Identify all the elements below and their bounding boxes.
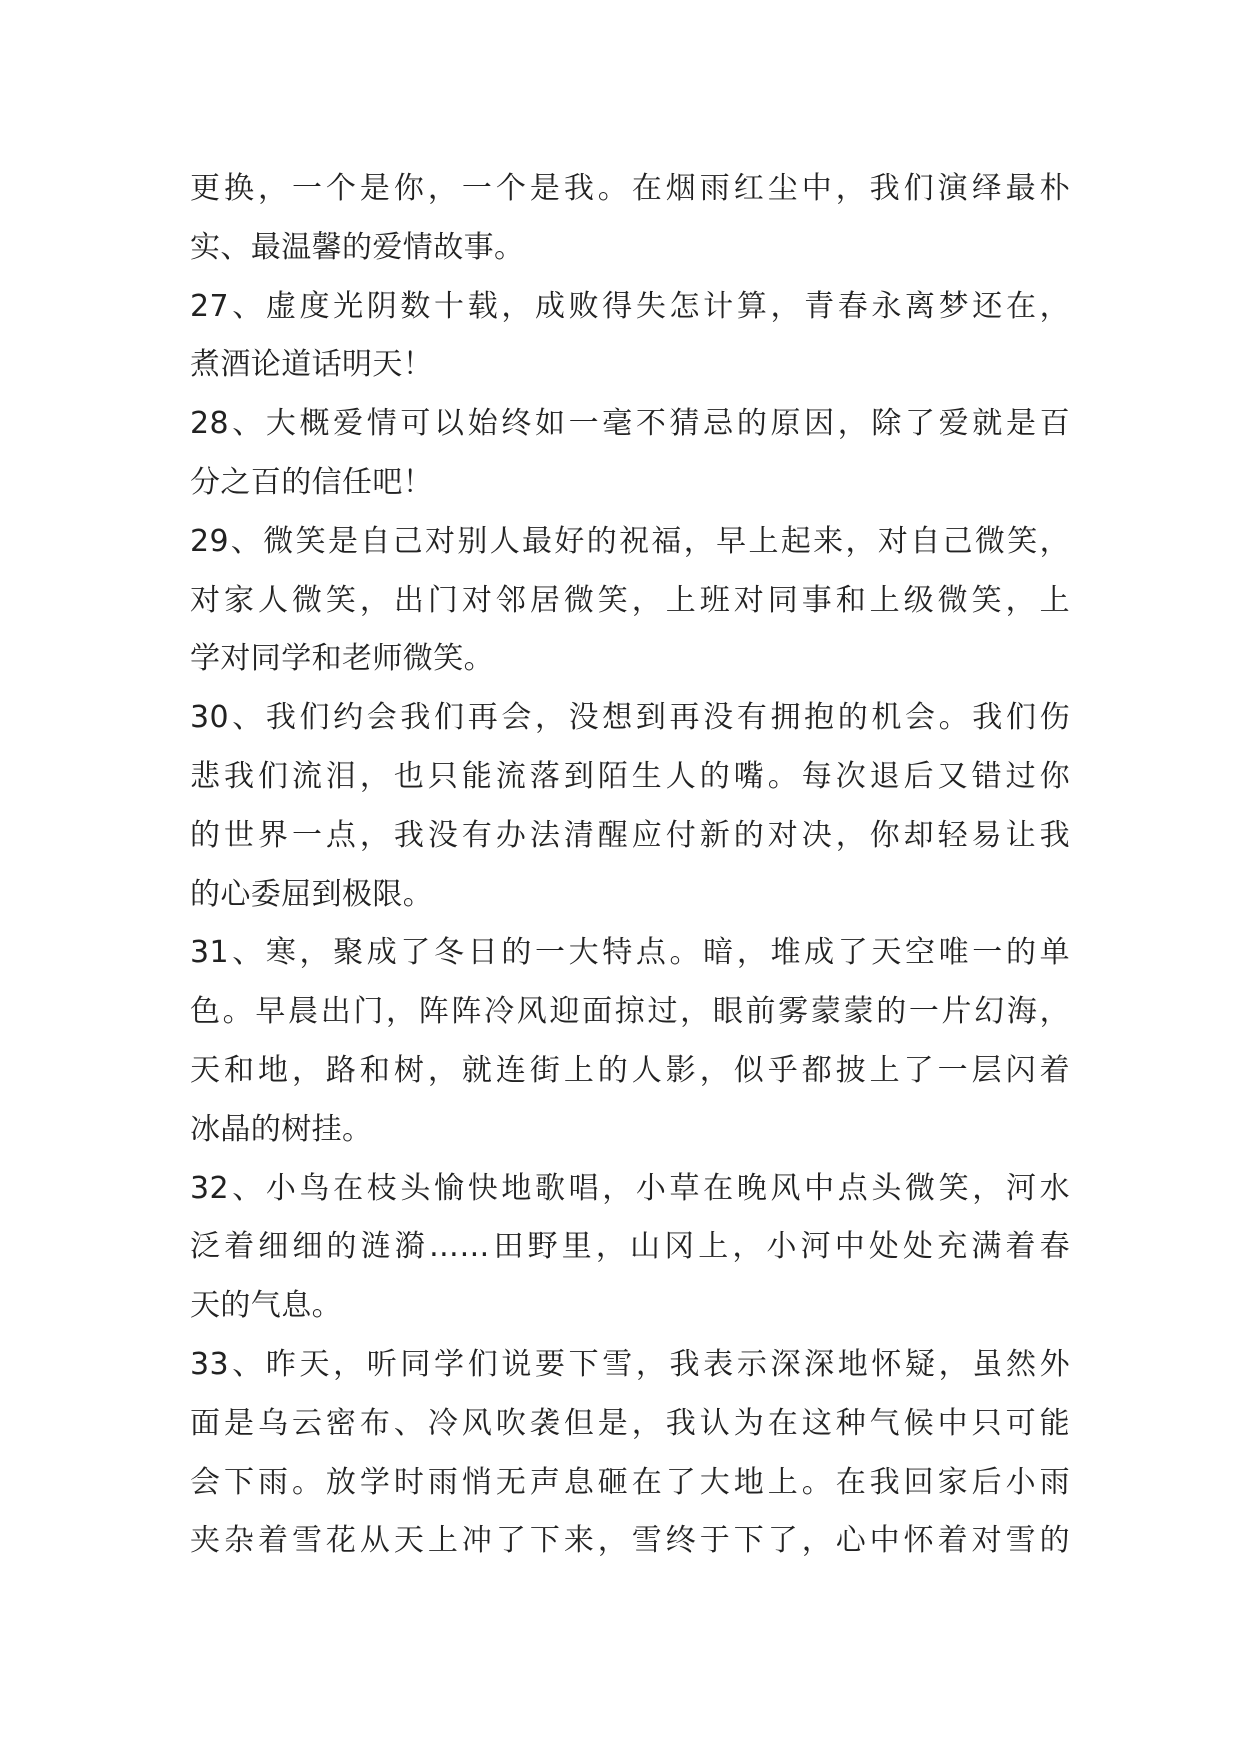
text-line: 更换，一个是你，一个是我。在烟雨红尘中，我们演绎最朴 — [190, 171, 1070, 206]
text-line: 天和地，路和树，就连街上的人影，似乎都披上了一层闪着 — [190, 1052, 1070, 1088]
text-line: 的心委屈到极限。 — [190, 876, 434, 912]
text-line: 27、虚度光阴数十载，成败得失怎计算，青春永离梦还在， — [190, 288, 1070, 324]
text-line: 冰晶的树挂。 — [190, 1111, 373, 1147]
text-line: 实、最温馨的爱情故事。 — [190, 229, 525, 265]
text-line: 面是乌云密布、冷风吹袭但是，我认为在这种气候中只可能 — [190, 1405, 1070, 1441]
text-line: 28、大概爱情可以始终如一毫不猜忌的原因，除了爱就是百 — [190, 406, 1070, 442]
text-line: 31、寒，聚成了冬日的一大特点。暗，堆成了天空唯一的单 — [190, 935, 1070, 971]
text-line: 色。早晨出门，阵阵冷风迎面掠过，眼前雾蒙蒙的一片幻海， — [190, 994, 1070, 1030]
text-line: 会下雨。放学时雨悄无声息砸在了大地上。在我回家后小雨 — [190, 1464, 1070, 1500]
text-line: 夹杂着雪花从天上冲了下来，雪终于下了，心中怀着对雪的 — [190, 1523, 1070, 1559]
text-line: 分之百的信任吧！ — [190, 464, 434, 500]
text-line: 对家人微笑，出门对邻居微笑，上班对同事和上级微笑，上 — [190, 582, 1070, 618]
text-line: 30、我们约会我们再会，没想到再没有拥抱的机会。我们伤 — [190, 700, 1070, 736]
text-line: 的世界一点，我没有办法清醒应付新的对决，你却轻易让我 — [190, 817, 1070, 853]
text-line: 29、微笑是自己对别人最好的祝福，早上起来，对自己微笑， — [190, 523, 1070, 559]
text-line: 33、昨天，听同学们说要下雪，我表示深深地怀疑，虽然外 — [190, 1346, 1070, 1382]
text-line: 悲我们流泪，也只能流落到陌生人的嘴。每次退后又错过你 — [190, 758, 1070, 794]
text-line: 32、小鸟在枝头愉快地歌唱，小草在晚风中点头微笑，河水 — [190, 1170, 1070, 1206]
text-line: 天的气息。 — [190, 1288, 342, 1324]
text-line: 学对同学和老师微笑。 — [190, 641, 494, 677]
text-line: 煮酒论道话明天！ — [190, 347, 434, 383]
text-line: 泛着细细的涟漪……田野里，山冈上，小河中处处充满着春 — [190, 1229, 1070, 1265]
document-body — [190, 160, 1070, 1571]
